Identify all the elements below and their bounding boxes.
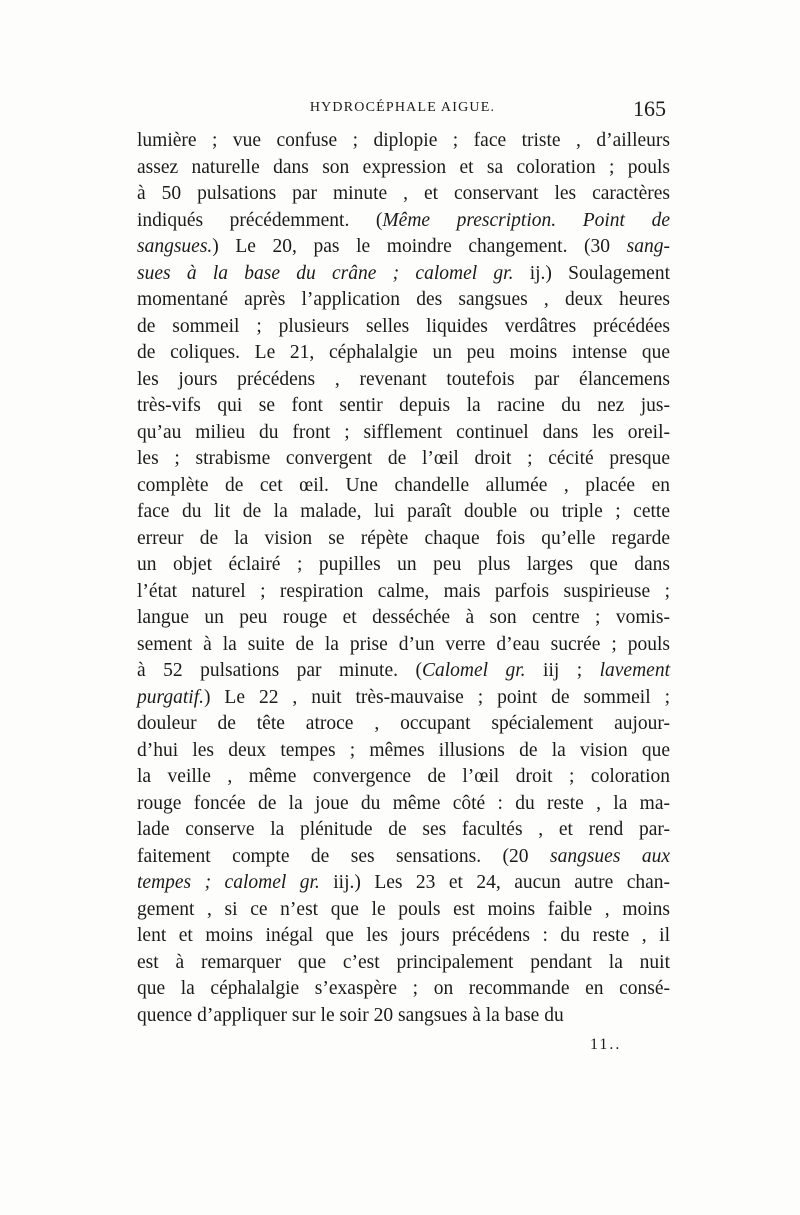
text-segment: très-vifs qui se font sentir depuis la racine du nez jus- (137, 395, 670, 416)
text-line (137, 950, 670, 977)
page-header (135, 96, 670, 126)
text-segment: iij ; (525, 660, 600, 681)
italic-text: tempes ; calomel gr. (137, 872, 320, 893)
text-segment: lade conserve la plénitude de ses facultés , et rend par- (137, 819, 670, 840)
text-segment: les ; strabisme convergent de l’œil droit ; cécité presque (137, 448, 670, 469)
text-line (137, 473, 670, 500)
text-segment: les jours précédens , revenant toutefois par élancemens (137, 368, 670, 390)
text-line (137, 420, 670, 447)
text-segment: à 50 pulsations par minute , et conservant les caractères (137, 183, 670, 204)
italic-text: sangsues. (137, 236, 213, 257)
text-segment: indiqués précédemment. ( (137, 209, 383, 231)
text-segment: langue un peu rouge et desséchée à son centre ; vomis- (137, 607, 670, 628)
text-line (137, 976, 670, 1003)
text-line (137, 287, 670, 314)
text-line (137, 208, 670, 235)
text-line (137, 923, 670, 950)
text-segment: complète de cet œil. Une chandelle allumée , placée en (137, 474, 670, 496)
running-head: HYDROCÉPHALE AIGUE. (309, 100, 496, 115)
text-line (137, 632, 670, 659)
text-segment: ) Le 22 , nuit très-mauvaise ; point de sommeil ; (204, 686, 670, 708)
italic-text: sang- (626, 236, 670, 257)
text-line (137, 261, 670, 288)
text-segment: sement à la suite de la prise d’un verre d’eau sucrée ; pouls (137, 633, 670, 655)
text-line (137, 446, 670, 473)
text-line (137, 314, 670, 341)
text-segment: erreur de la vision se répète chaque fois qu’elle regarde (137, 527, 670, 549)
text-segment: un objet éclairé ; pupilles un peu plus larges que dans (137, 554, 670, 575)
text-segment: que la céphalalgie s’exaspère ; on recommande en consé- (137, 978, 670, 999)
italic-text: sangsues aux (549, 845, 671, 867)
text-segment: douleur de tête atroce , occupant spécialement aujour- (137, 713, 670, 734)
text-line (137, 128, 670, 155)
text-line (137, 579, 670, 606)
text-line (137, 552, 670, 579)
text-segment: lent et moins inégal que les jours précédens : du reste , il (137, 925, 670, 946)
italic-text: lavement (599, 660, 670, 681)
text-segment: ) Le 20, pas le moindre changement. (30 (212, 236, 627, 257)
text-segment: l’état naturel ; respiration calme, mais parfois suspirieuse ; (137, 580, 670, 602)
text-segment: rouge foncée de la joue du même côté : du reste , la ma- (137, 792, 670, 814)
text-segment: de sommeil ; plusieurs selles liquides verdâtres précédées (137, 315, 670, 337)
text-line (137, 155, 670, 182)
text-segment: face du lit de la malade, lui paraît double ou triple ; cette (137, 501, 670, 522)
text-segment: quence d’appliquer sur le soir 20 sangsues à la base du (137, 1004, 564, 1026)
italic-text: Calomel gr. (421, 660, 526, 681)
text-segment: ij.) Soulagement (513, 262, 670, 284)
text-line (137, 764, 670, 791)
text-line (137, 499, 670, 526)
text-line (137, 870, 670, 897)
text-segment: à 52 pulsations par minute. ( (137, 660, 422, 681)
text-line (137, 791, 670, 818)
text-segment: qu’au milieu du front ; sifflement continuel dans les oreil- (137, 421, 670, 443)
text-line (137, 738, 670, 765)
text-line (137, 181, 670, 208)
text-line (137, 658, 670, 685)
page-number: 165 (633, 96, 666, 121)
italic-text: sues à la base du crâne ; calomel gr. (137, 262, 514, 284)
text-line (137, 234, 670, 261)
text-line (137, 844, 670, 871)
text-segment: est à remarquer que c’est principalement pendant la nuit (137, 951, 670, 973)
italic-text: purgatif. (137, 686, 204, 708)
text-line (137, 897, 670, 924)
signature-mark: 11.. (590, 1036, 622, 1053)
text-line (137, 393, 670, 420)
text-line (137, 340, 670, 367)
body-text (137, 128, 670, 1029)
italic-text: Même prescription. Point de (382, 209, 670, 231)
text-line (137, 605, 670, 632)
text-line (137, 685, 670, 712)
text-segment: assez naturelle dans son expression et sa coloration ; pouls (137, 156, 670, 178)
text-segment: lumière ; vue confuse ; diplopie ; face triste , d’ailleurs (137, 130, 670, 151)
text-segment: faitement compte de ses sensations. (20 (137, 845, 550, 867)
text-segment: de coliques. Le 21, céphalalgie un peu moins intense que (137, 342, 670, 363)
text-line (137, 1003, 670, 1030)
text-segment: iij.) Les 23 et 24, aucun autre chan- (319, 872, 670, 893)
text-line (137, 711, 670, 738)
text-segment: momentané après l’application des sangsues , deux heures (137, 289, 670, 310)
text-segment: gement , si ce n’est que le pouls est moins faible , moins (137, 898, 670, 920)
text-line (137, 817, 670, 844)
text-segment: la veille , même convergence de l’œil droit ; coloration (137, 766, 670, 787)
text-segment: d’hui les deux tempes ; mêmes illusions de la vision que (137, 739, 670, 761)
text-line (137, 526, 670, 553)
text-line (137, 367, 670, 394)
